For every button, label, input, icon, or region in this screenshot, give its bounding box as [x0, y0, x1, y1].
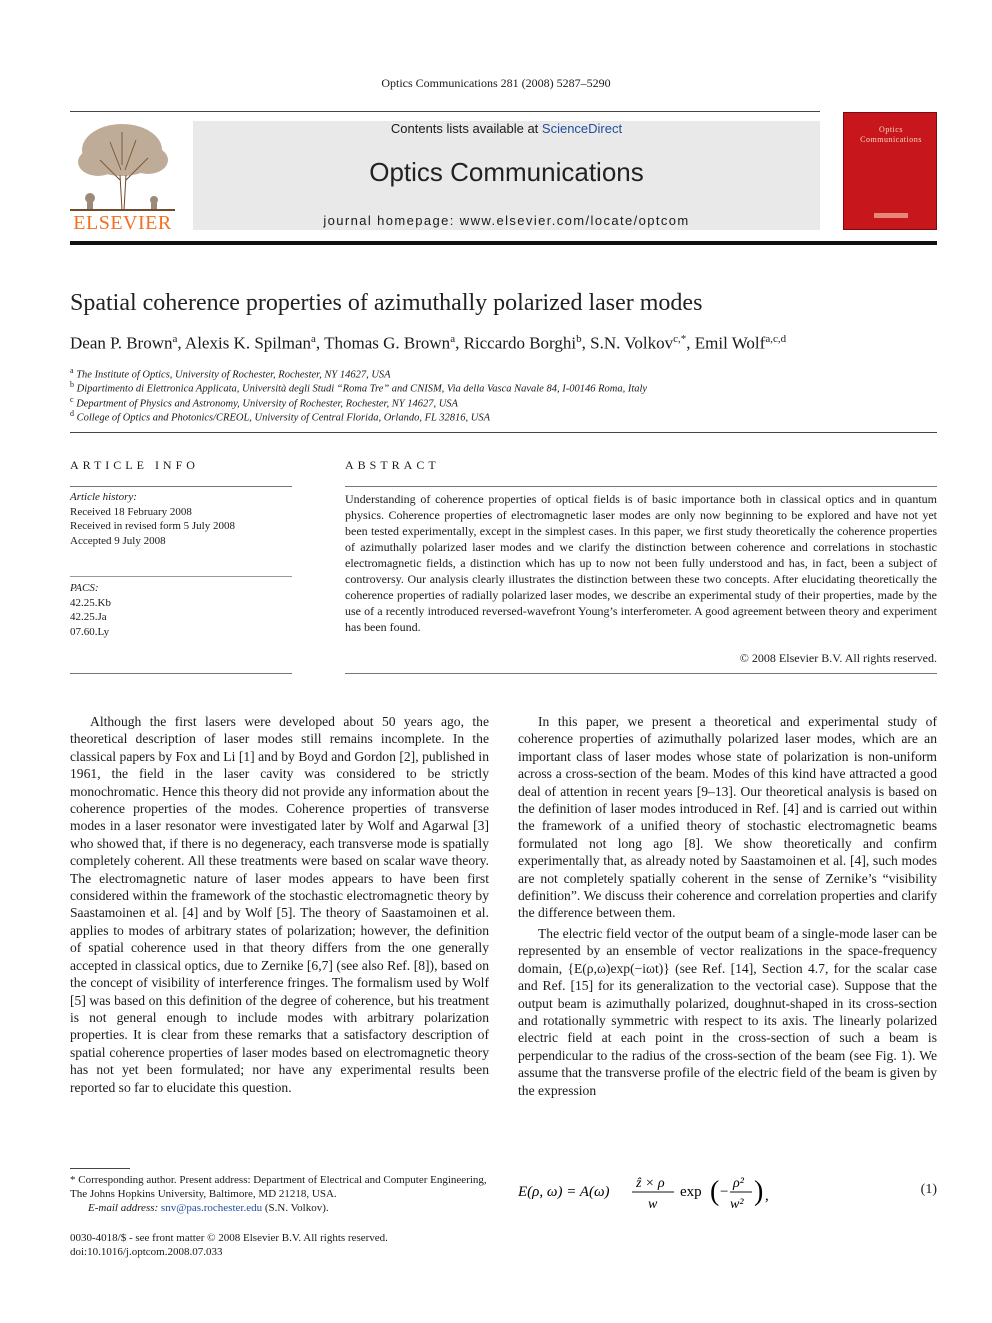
author-separator: , [686, 333, 695, 353]
affiliations-rule [70, 432, 937, 433]
abstract-copyright: © 2008 Elsevier B.V. All rights reserved. [739, 651, 937, 665]
pacs-code: 07.60.Ly [70, 625, 110, 638]
email-line [70, 1201, 490, 1215]
eq-inner-denominator: w² [730, 1197, 744, 1212]
history-label: Article history: [70, 491, 137, 503]
author-name: Thomas G. Brown [324, 333, 451, 353]
author-name: Alexis K. Spilman [184, 333, 312, 353]
author-separator: , [315, 333, 325, 353]
affiliation-a: $^a$ The Institute of Optics, University of Rochester, Rochester, NY 14627, USA [70, 366, 391, 381]
corresponding-author-note [70, 1173, 490, 1215]
journal-cover-thumbnail [843, 112, 937, 230]
corresponding-author-text: * Corresponding author. Present address: Department of Electrical and Computer Engineering, The Johns Hopkins University, Baltimore, MD 21218, USA. [70, 1174, 487, 1200]
author-affiliation-marker: a [450, 333, 456, 345]
author-affiliation-marker: a,c,d [765, 333, 787, 345]
eq-inner-numerator: ρ² [733, 1176, 744, 1191]
body-right-column [518, 713, 937, 1099]
author-name: Riccardo Borghi [463, 333, 577, 353]
elsevier-tree-icon [70, 120, 175, 212]
affiliation-c: $^c$ Department of Physics and Astronomy, University of Rochester, Rochester, NY 14627, USA [70, 395, 458, 410]
eq-frac-numerator: ẑ × ρ [636, 1176, 665, 1191]
elsevier-wordmark: ELSEVIER [73, 212, 172, 234]
pacs-label: PACS: [70, 582, 99, 594]
author-separator: , [177, 333, 185, 353]
abstract-heading: ABSTRACT [345, 458, 440, 472]
abstract-rule [345, 486, 937, 487]
journal-homepage[interactable]: journal homepage: www.elsevier.com/locate/optcom [323, 213, 690, 228]
email-link[interactable]: snv@pas.rochester.edu [160, 1202, 263, 1214]
history-accepted: Accepted 9 July 2008 [70, 534, 166, 547]
affiliation-d: $^d$ College of Optics and Photonics/CREOL, University of Central Florida, Orlando, FL 32816, USA [70, 409, 491, 424]
journal-banner [193, 121, 820, 230]
cover-title: Optics Communications [860, 125, 922, 144]
abstract-bottom-rule [345, 673, 937, 674]
body-left-column [70, 713, 489, 1096]
author-separator: , [581, 333, 591, 353]
doi-line: doi:10.1016/j.optcom.2008.07.033 [70, 1246, 223, 1258]
eq-minus: − [720, 1184, 729, 1200]
body-paragraph: Although the first lasers were developed about 50 years ago, the theoretical description of laser modes still remains incomplete. In the classical papers by Fox and Li [1] and by Boyd and Gordon [2], published in 1961, the field in the laser cavity was considered to be strictly monochromatic. Hence this theory did not provide any information about the coherence properties of the modes. Coherence properties of transverse modes in a laser resonator were investigated later by Wolf and Agarwal [3] who showed that, if there is no degeneracy, each transverse mode is spatially completely coherent. All these treatments were based on scalar wave theory. The electromagnetic nature of laser modes appears to have been first considered within the framework of the stochastic electromagnetic theory by Saastamoinen et al. [4] and by Wolf [5]. The theory of Saastamoinen et al. applies to modes of arbitrary states of polarization; however, the definition of spatial coherence used in that theory differs from the one generally accepted in classical optics, due to Zernike [6,7] (see also Ref. [8]), based on the concept of visibility of interference fringes. The formalism used by Wolf [5] was based on this definition of the degree of coherence, but his treatment is not general enough to include modes with arbitrary polarization properties. It is clear from these remarks that a satisfactory description of spatial coherence properties of laser modes based on electromagnetic theory has not yet been formulated; nor have any experimental results been reported so far to elucidate this question. [70, 714, 489, 1095]
pacs-block [70, 581, 292, 639]
author-separator: , [455, 333, 464, 353]
article-history [70, 490, 292, 548]
email-suffix: (S.N. Volkov). [264, 1202, 329, 1214]
affiliation-b: $^b$ Dipartimento di Elettronica Applicata, Università degli Studi “Roma Tre” and CNISM, Via della Vasca Navale 84, I-00146 Roma, Italy [70, 380, 648, 395]
eq-paren-close: ) [754, 1176, 764, 1207]
history-revised: Received in revised form 5 July 2008 [70, 520, 235, 532]
abstract-text: Understanding of coherence properties of optical fields is of basic importance both in classical optics and in quantum physics. Coherence properties of electromagnetic laser modes are only now beginning to be explored and have not yet been tested experimentally, except in the simplest cases. In this paper, we first study theoretically the coherence properties of azimuthally polarized laser modes and we clarify the distinction between coherence and correlations in stochastic electromagnetic fields, a distinction which has up to now not been fully understood and has, in fact, been a subject of controversy. Our analysis clearly illustrates the distinction between these two concepts. After elucidating theoretically the coherence properties of radially polarized laser modes, we describe an experimental study of their properties, made by the use of a recently introduced reversed-wavefront Young’s interferometer. A good agreement between theory and experiment has been found. [345, 492, 937, 634]
body-paragraph: In this paper, we present a theoretical and experimental study of coherence properties of azimuthally polarized laser modes, which are an important class of laser modes whose state of polarization is non-uniform across a cross-section of the beam. Modes of this kind have attracted a good deal of attention in recent years [9–13]. Our theoretical analysis is based on the definition of laser modes introduced in Ref. [4] and is carried out within the framework of a unified theory of stochastic electromagnetic beams formulated not long ago [8]. We show theoretically and confirm experimentally that, as already noted by Saastamoinen et al. [4], such modes are not completely spatially coherent in the sense of Zernike’s “visibility definition”. We discuss their coherence and correlation properties and clarify the difference between them. [518, 714, 937, 921]
equation-1 [518, 1170, 937, 1212]
eq-lhs: E(ρ, ω) = A(ω) [518, 1184, 610, 1200]
article-info-bottom-rule [70, 673, 292, 674]
article-info-heading: ARTICLE INFO [70, 458, 199, 472]
author-affiliation-marker: b [576, 333, 582, 345]
author-affiliation-marker: a [311, 333, 316, 345]
front-matter [70, 1231, 490, 1259]
article-title: Spatial coherence properties of azimuthally polarized laser modes [70, 290, 703, 316]
header-bottom-rule [70, 241, 937, 245]
email-label: E-mail address: [88, 1202, 159, 1214]
pacs-code: 42.25.Ja [70, 611, 107, 623]
author-list [70, 333, 940, 354]
body-paragraph: The electric field vector of the output beam of a single-mode laser can be represented by an ensemble of vector realizations in the space-frequency domain, {E(ρ,ω)exp(−iωt)} (see Ref. [14], Section 4.7, for the scalar case and Ref. [15] for its generalization to the vectorial case). Suppose that the output beam is azimuthally polarized, doughnut-shaped in its cross-section and rotationally symmetric with respect to its axis. The linearly polarized electric field at each point in the cross-section of such a beam is perpendicular to the radius of the cross-section of the beam (see Fig. 1). We assume that the transverse profile of the electric field of the beam is given by the expression [518, 925, 937, 1098]
contents-line [193, 121, 820, 136]
eq-paren-open: ( [710, 1176, 720, 1207]
history-received: Received 18 February 2008 [70, 505, 192, 518]
author-name: Dean P. Brown [70, 333, 173, 353]
pacs-code: 42.25.Kb [70, 596, 111, 609]
eq-comma: , [765, 1188, 769, 1204]
header-top-rule [70, 111, 820, 112]
cover-decoration [874, 213, 908, 218]
author-name: Emil Wolf [694, 333, 766, 353]
footnote-rule [70, 1168, 130, 1169]
sciencedirect-link[interactable]: ScienceDirect [541, 121, 623, 136]
equation-1-formula [518, 1170, 878, 1212]
pacs-rule [70, 576, 292, 577]
issn-line: 0030-4018/$ - see front matter © 2008 Elsevier B.V. All rights reserved. [70, 1232, 388, 1244]
elsevier-logo [70, 120, 175, 232]
journal-citation: Optics Communications 281 (2008) 5287–5290 [381, 76, 611, 90]
eq-exp: exp [680, 1184, 702, 1200]
contents-prefix: Contents lists available at [390, 121, 542, 136]
author-affiliation-marker: c,* [673, 333, 687, 345]
eq-frac-denominator: w [648, 1197, 658, 1212]
journal-name: Optics Communications [369, 157, 644, 187]
article-info-rule [70, 486, 292, 487]
author-name: S.N. Volkov [590, 333, 674, 353]
author-affiliation-marker: a [172, 333, 178, 345]
equation-number: (1) [920, 1182, 937, 1197]
